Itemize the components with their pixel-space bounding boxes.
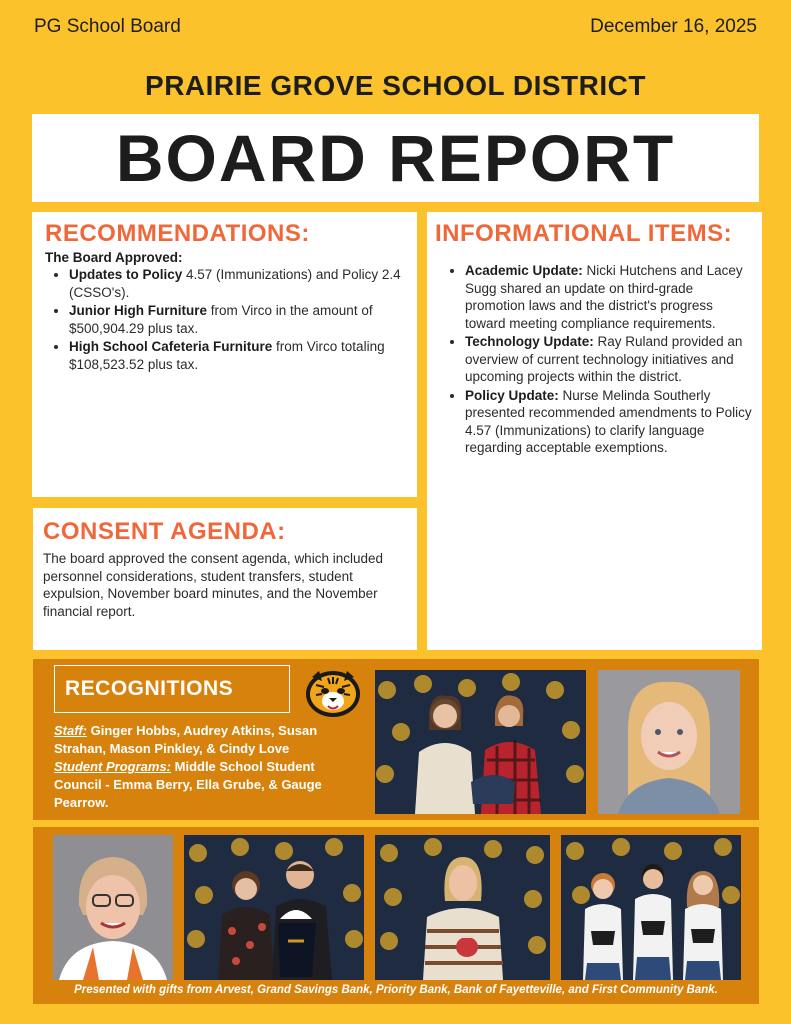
list-item: • Updates to Policy 4.57 (Immunizations) and Policy 2.4 (CSSO's).	[69, 266, 405, 301]
informational-card	[427, 212, 762, 650]
recognitions-panel	[33, 659, 759, 820]
consent-text: The board approved the consent agenda, which included personnel considerations, student transfers, student expulsion, November board minutes, and the November financial report.	[43, 551, 383, 619]
photo-student-council	[561, 835, 741, 980]
informational-heading: INFORMATIONAL ITEMS:	[435, 220, 733, 247]
recognitions-photo-panel	[33, 827, 759, 1004]
staff-names: Ginger Hobbs, Audrey Atkins, Susan Strahan, Mason Pinkley, & Cindy Love	[54, 723, 318, 756]
student-programs-label: Student Programs:	[54, 759, 172, 774]
list-item: • Academic Update: Nicki Hutchens and Lacey Sugg shared an update on third-grade promotion laws and the district's progress toward meeting compliance requirements.	[465, 262, 752, 332]
recommendations-intro: The Board Approved:	[45, 250, 183, 265]
list-item: • Junior High Furniture from Virco in the amount of $500,904.29 plus tax.	[69, 302, 405, 337]
photo-staff-portrait	[53, 835, 173, 980]
photo-staff-red-gift	[375, 835, 550, 980]
recommendations-heading: RECOMMENDATIONS:	[45, 220, 310, 247]
recognitions-heading-box	[54, 665, 290, 713]
photo-student-portrait	[598, 670, 740, 814]
list-item: • Policy Update: Nurse Melinda Southerly presented recommended amendments to Policy 4.57 (Immunizations) to clarify language regarding acceptable exemptions.	[465, 387, 752, 457]
student-programs-names: Middle School Student Council - Emma Berry, Ella Grube, & Gauge Pearrow.	[54, 759, 322, 810]
recognitions-text	[54, 722, 354, 812]
tiger-mascot-logo-icon	[304, 667, 362, 719]
list-item: • High School Cafeteria Furniture from Virco totaling $108,523.52 plus tax.	[69, 338, 405, 373]
title-box	[32, 114, 759, 202]
recognitions-heading: RECOGNITIONS	[65, 677, 234, 700]
header-date: December 16, 2025	[590, 16, 757, 37]
photo-staff-gift	[375, 670, 586, 814]
page-title: BOARD REPORT	[115, 121, 676, 195]
photo-staff-gift-bag	[184, 835, 364, 980]
staff-label: Staff:	[54, 723, 87, 738]
district-name: PRAIRIE GROVE SCHOOL DISTRICT	[145, 70, 646, 101]
recommendations-card	[32, 212, 417, 497]
informational-list	[435, 262, 752, 457]
header-left: PG School Board	[34, 16, 181, 37]
consent-card	[33, 508, 417, 650]
recommendations-list	[45, 266, 405, 373]
gift-credit: Presented with gifts from Arvest, Grand Savings Bank, Priority Bank, Bank of Fayetteville, and First Community Bank.	[74, 984, 718, 996]
consent-heading: CONSENT AGENDA:	[43, 518, 286, 545]
list-item: • Technology Update: Ray Ruland provided an overview of current technology initiatives and upcoming projects within the district.	[465, 333, 752, 386]
